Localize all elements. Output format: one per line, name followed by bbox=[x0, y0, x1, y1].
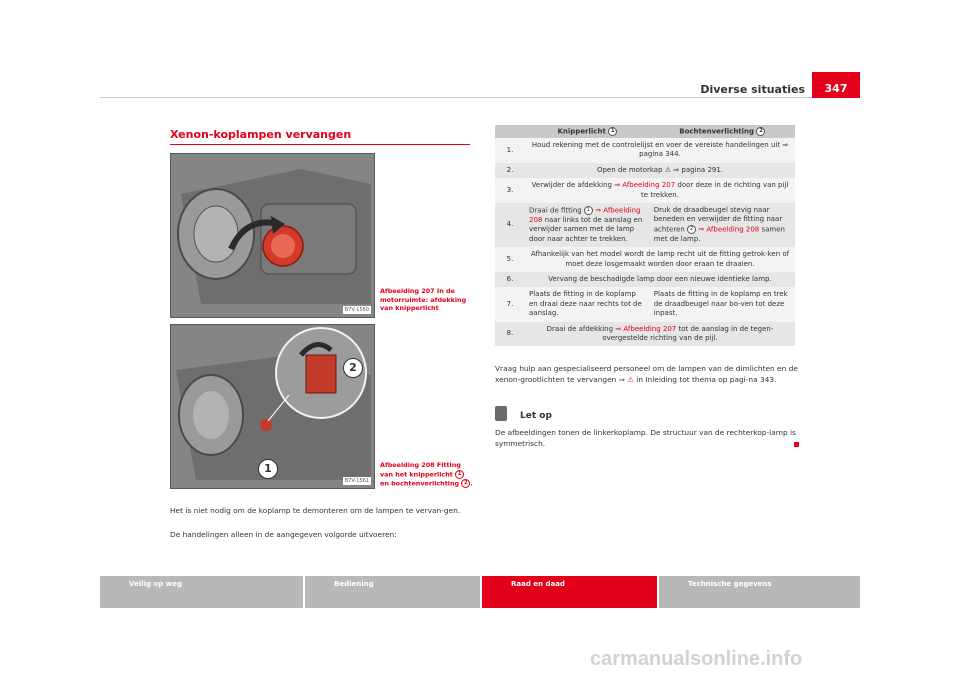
figure-code: B7V-1561 bbox=[344, 478, 369, 484]
headlamp-illustration-1 bbox=[171, 154, 374, 317]
figure-headlamp-cover bbox=[170, 153, 375, 318]
header-rule bbox=[100, 97, 860, 98]
circle-1: 1 bbox=[455, 470, 464, 479]
table-row: 4. Draai de fitting 1 ⇒ Afbeelding 208 naar links tot de aanslag en verwijder samen met de lamp door naar achter te trekken. Druk de draadbeugel stevig naar beneden en verwijder de fitting naar achteren 2 ⇒ Afbeelding 208 samen met de lamp. bbox=[495, 203, 795, 247]
table-row: 1. Houd rekening met de controlelijst en voer de vereiste handelingen uit ⇒ pagina 344. bbox=[495, 138, 795, 163]
tab-technische-gegevens[interactable]: Technische gegevens bbox=[659, 576, 860, 608]
order-paragraph: De handelingen alleen in de aangegeven volgorde uitvoeren: bbox=[170, 530, 397, 539]
header-title: Diverse situaties bbox=[700, 83, 805, 96]
tab-bediening[interactable]: Bediening bbox=[305, 576, 480, 608]
procedure-table bbox=[495, 125, 795, 346]
figure-code: B7V-1560 bbox=[344, 307, 369, 313]
warning-icon: ⚠ bbox=[664, 165, 672, 174]
marker-2: 2 bbox=[343, 358, 363, 378]
caption-part-b: en bochtenverlichting bbox=[380, 479, 460, 487]
circle-2: 2 bbox=[756, 127, 765, 136]
tab-raad-en-daad[interactable]: Raad en daad bbox=[482, 576, 657, 608]
tab-veilig-op-weg[interactable]: Veilig op weg bbox=[100, 576, 303, 608]
caption-part-a: Afbeelding 208 Fitting van het knipperlicht bbox=[380, 461, 461, 478]
page-number: 347 bbox=[812, 72, 860, 98]
table-row: 8. Draai de afdekking ⇒ Afbeelding 207 tot de aanslag in de tegen-overgestelde richting van de pijl. bbox=[495, 322, 795, 347]
table-row: 5. Afhankelijk van het model wordt de lamp recht uit de fitting getrok-ken of moet deze losgemaakt worden door eraan te draaien. bbox=[495, 247, 795, 272]
intro-paragraph: Het is niet nodig om de koplamp te demonteren om de lampen te vervan-gen. bbox=[170, 506, 461, 515]
table-header-num bbox=[495, 125, 525, 138]
link-figure-208[interactable]: ⇒ Afbeelding 208 bbox=[529, 206, 641, 224]
end-marker bbox=[794, 442, 799, 447]
section-rule bbox=[170, 144, 470, 145]
figure-208-caption: Afbeelding 208 Fitting van het knipperlicht 1 en bochtenverlichting 2 . bbox=[380, 461, 473, 487]
link-figure-208[interactable]: ⇒ Afbeelding 208 bbox=[698, 225, 760, 234]
marker-1: 1 bbox=[258, 459, 278, 479]
circle-1: 1 bbox=[608, 127, 617, 136]
section-title: Xenon-koplampen vervangen bbox=[170, 128, 352, 141]
note-icon bbox=[495, 406, 507, 421]
note-paragraph: De afbeeldingen tonen de linkerkoplamp. De structuur van de rechterkop-lamp is symmetrisch. bbox=[495, 428, 796, 448]
note-title: Let op bbox=[520, 411, 552, 421]
table-row: 2. Open de motorkap ⚠ ⇒ pagina 291. bbox=[495, 163, 795, 178]
help-paragraph: Vraag hulp aan gespecialiseerd personeel om de lampen van de dimlichten en de xenon-grootlichten te vervangen ⇒ ⚠ in Inleiding tot thema op pagi-na 343. bbox=[495, 364, 798, 384]
link-figure-207[interactable]: ⇒ Afbeelding 207 bbox=[614, 181, 676, 190]
watermark: carmanualsonline.info bbox=[590, 648, 803, 670]
table-row: 3. Verwijder de afdekking ⇒ Afbeelding 207 door deze in de richting van pijl te trekken. bbox=[495, 178, 795, 203]
table-row: 7. Plaats de fitting in de koplamp en draai deze naar rechts tot de aanslag. Plaats de fitting in de koplamp en trek de draadbeugel naar bo-ven tot deze inpast. bbox=[495, 287, 795, 321]
table-header-knipperlicht: Knipperlicht 1 bbox=[525, 125, 650, 138]
circle-2: 2 bbox=[461, 479, 470, 488]
circle-2: 2 bbox=[687, 225, 696, 234]
figure-bulb-holders bbox=[170, 324, 375, 489]
table-row: 6. Vervang de beschadigde lamp door een nieuwe identieke lamp. bbox=[495, 272, 795, 287]
circle-1: 1 bbox=[584, 206, 593, 215]
link-figure-207[interactable]: ⇒ Afbeelding 207 bbox=[615, 324, 677, 333]
warning-icon: ⚠ bbox=[627, 374, 634, 384]
table-header-bochtenverlichting: Bochtenverlichting 2 bbox=[650, 125, 795, 138]
figure-207-caption: Afbeelding 207 In de motorruimte: afdekking van knipperlicht bbox=[380, 287, 467, 312]
